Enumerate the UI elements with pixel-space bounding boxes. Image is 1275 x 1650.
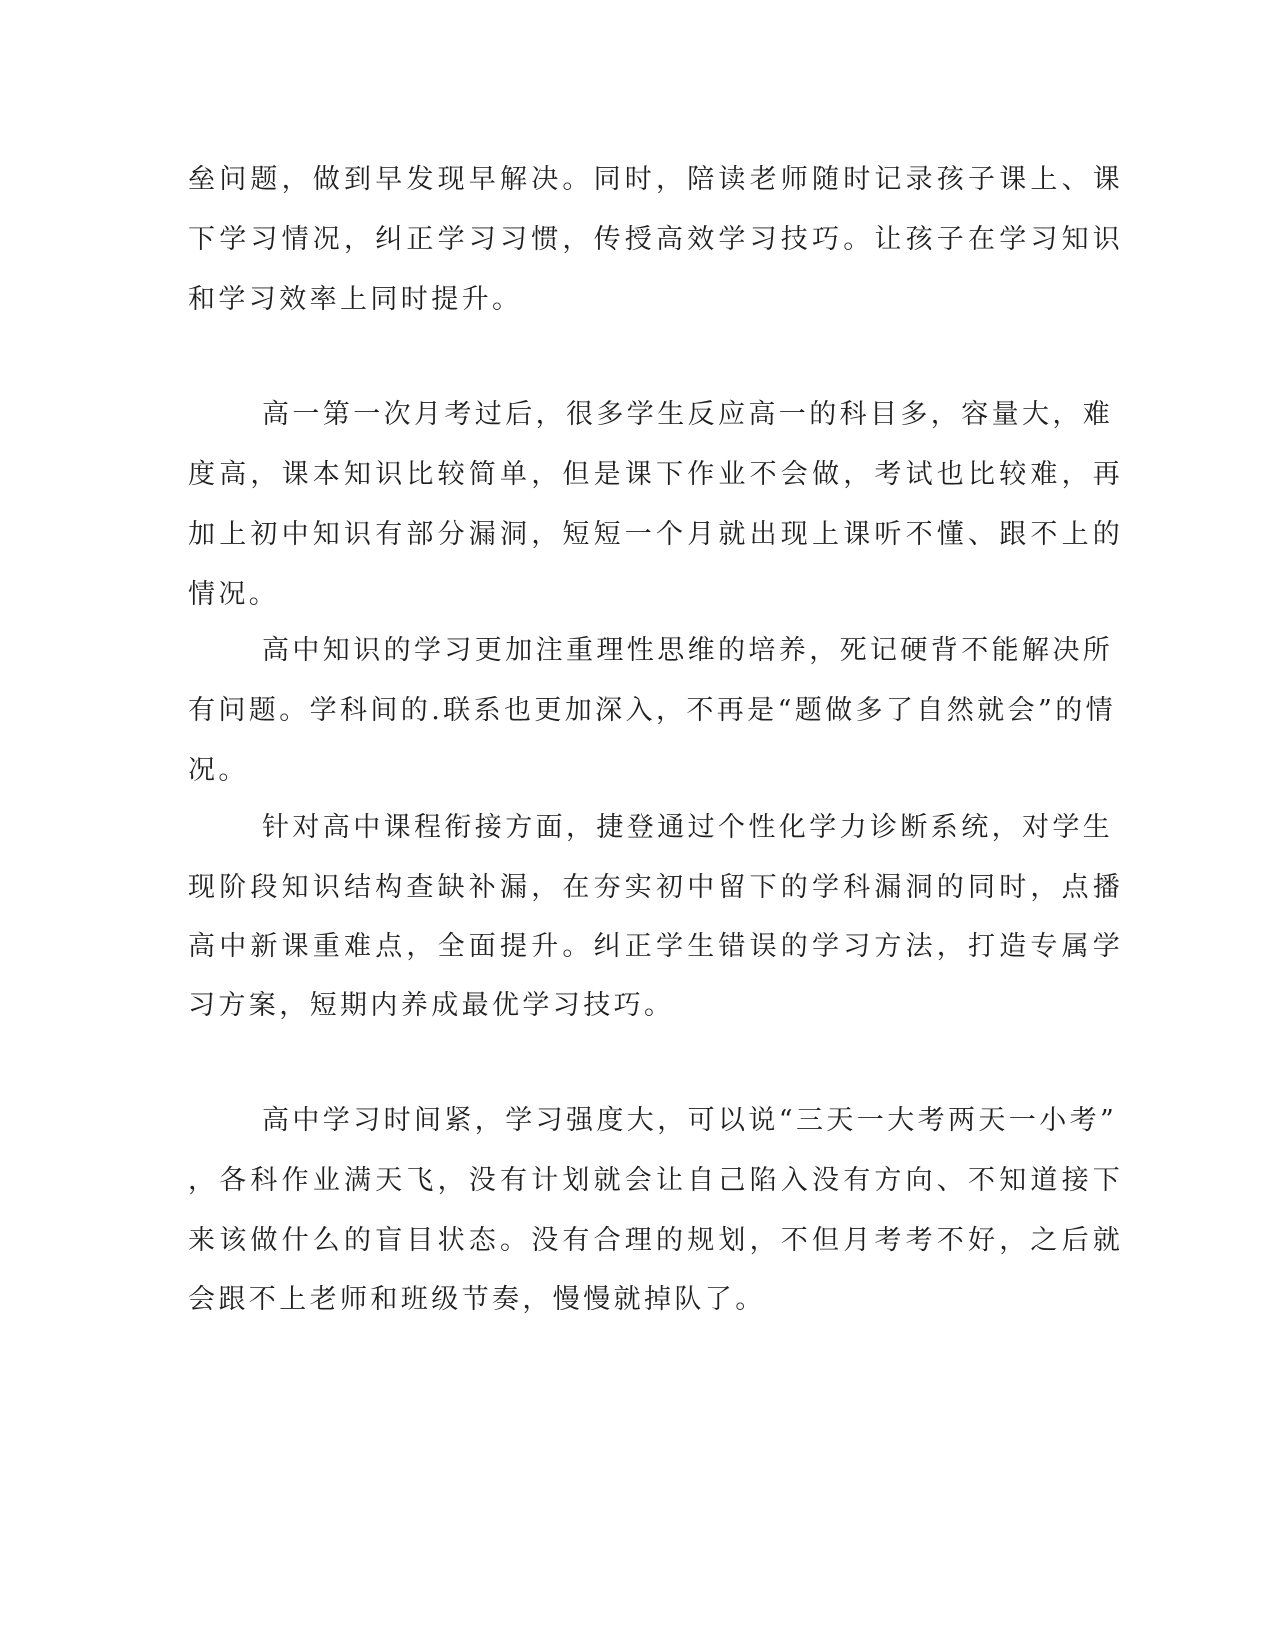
paragraph-1-line-1: 垒问题，做到早发现早解决。同时，陪读老师随时记录孩子课上、课 <box>188 164 1124 195</box>
paragraph-4-line-2: 现阶段知识结构查缺补漏，在夯实初中留下的学科漏洞的同时，点播 <box>188 872 1124 903</box>
paragraph-3-line-3: 况。 <box>188 755 249 786</box>
paragraph-5-line-3: 来该做什么的盲目状态。没有合理的规划，不但月考考不好，之后就 <box>188 1225 1124 1256</box>
paragraph-2-line-1: 高一第一次月考过后，很多学生反应高一的科目多，容量大，难 <box>262 399 1114 430</box>
paragraph-1-line-3: 和学习效率上同时提升。 <box>188 284 523 315</box>
paragraph-1-line-2: 下学习情况，纠正学习习惯，传授高效学习技巧。让孩子在学习知识 <box>188 224 1124 255</box>
paragraph-5-line-4: 会跟不上老师和班级节奏，慢慢就掉队了。 <box>188 1284 766 1315</box>
paragraph-5-line-2: ，各科作业满天飞，没有计划就会让自己陷入没有方向、不知道接下 <box>188 1165 1124 1196</box>
paragraph-2-line-2: 度高，课本知识比较简单，但是课下作业不会做，考试也比较难，再 <box>188 459 1124 490</box>
paragraph-4-line-1: 针对高中课程衔接方面，捷登通过个性化学力诊断系统，对学生 <box>262 812 1114 843</box>
paragraph-5-line-1: 高中学习时间紧，学习强度大，可以说“三天一大考两天一小考” <box>262 1105 1118 1136</box>
paragraph-3-line-1: 高中知识的学习更加注重理性思维的培养，死记硬背不能解决所 <box>262 635 1114 666</box>
paragraph-4-line-3: 高中新课重难点，全面提升。纠正学生错误的学习方法，打造专属学 <box>188 931 1124 962</box>
paragraph-2-line-4: 情况。 <box>188 579 280 610</box>
paragraph-3-line-2: 有问题。学科间的.联系也更加深入，不再是“题做多了自然就会”的情 <box>188 695 1116 726</box>
paragraph-2-line-3: 加上初中知识有部分漏洞，短短一个月就出现上课听不懂、跟不上的 <box>188 519 1124 550</box>
paragraph-4-line-4: 习方案，短期内养成最优学习技巧。 <box>188 990 675 1021</box>
